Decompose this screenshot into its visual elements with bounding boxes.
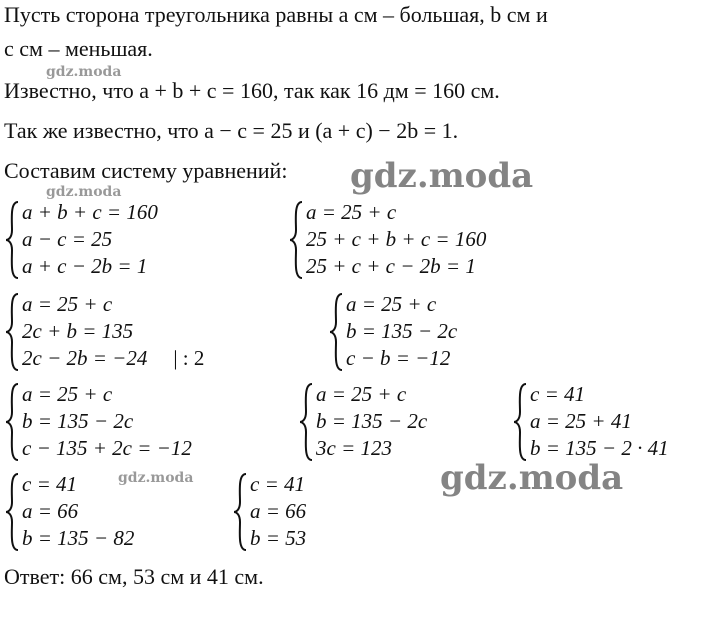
equation: c − 135 + 2c = −12	[22, 436, 192, 460]
equation: a = 25 + c	[346, 292, 437, 316]
brace-icon	[298, 382, 314, 462]
brace-icon	[4, 382, 20, 462]
watermark-logo: gdz.moda	[46, 64, 122, 80]
watermark-logo: gdz.moda	[118, 470, 194, 486]
equation-system-3	[4, 292, 204, 372]
equation: b = 53	[250, 526, 307, 550]
watermark-logo-large: gdz.moda	[350, 156, 534, 196]
equation: a + c − 2b = 1	[22, 254, 148, 278]
equation: b = 135 − 2 · 41	[530, 436, 669, 460]
brace-icon	[4, 200, 20, 280]
equation: a + b + c = 160	[22, 200, 158, 224]
watermark-logo-large: gdz.moda	[440, 458, 624, 498]
equation: a = 25 + c	[22, 382, 113, 406]
equation: a = 25 + c	[316, 382, 407, 406]
equation: 3c = 123	[316, 436, 392, 460]
equation: a − c = 25	[22, 227, 113, 251]
equation: 2c + b = 135	[22, 319, 134, 343]
equation: a = 25 + c	[306, 200, 397, 224]
divide-note: | : 2	[173, 346, 205, 370]
equation: b = 135 − 2c	[346, 319, 458, 343]
equation: a = 25 + 41	[530, 409, 632, 433]
brace-icon	[328, 292, 344, 372]
watermark-logo: gdz.moda	[46, 184, 122, 200]
equation-system-6	[298, 382, 427, 462]
equation-system-8	[4, 472, 134, 552]
equation: b = 135 − 82	[22, 526, 135, 550]
equation: c = 41	[22, 472, 77, 496]
equation-system-4	[328, 292, 457, 372]
equation-system-7	[512, 382, 669, 462]
equation: c = 41	[250, 472, 305, 496]
equation: 2c − 2b = −24 | : 2	[22, 346, 205, 370]
equation: a = 66	[22, 499, 79, 523]
text-line-1: Пусть сторона треугольника равны a см – большая, b см и	[4, 2, 548, 27]
text-line-4: Так же известно, что a − c = 25 и (a + c) − 2b = 1.	[4, 118, 459, 143]
brace-icon	[232, 472, 248, 552]
brace-icon	[512, 382, 528, 462]
brace-icon	[4, 472, 20, 552]
equation: 25 + c + b + c = 160	[306, 227, 487, 251]
equation: a = 25 + c	[22, 292, 113, 316]
equation-system-1	[4, 200, 158, 280]
equation: a = 66	[250, 499, 307, 523]
equation: c − b = −12	[346, 346, 451, 370]
equation-system-2	[288, 200, 486, 280]
text-line-2: c см – меньшая.	[4, 36, 153, 61]
text-line-3: Известно, что a + b + c = 160, так как 16 дм = 160 см.	[4, 78, 500, 103]
equation: 25 + c + c − 2b = 1	[306, 254, 476, 278]
text-line-5: Составим систему уравнений:	[4, 158, 288, 183]
equation-system-5	[4, 382, 192, 462]
equation: c = 41	[530, 382, 585, 406]
equation: b = 135 − 2c	[22, 409, 134, 433]
answer-text: Ответ: 66 см, 53 см и 41 см.	[4, 564, 264, 589]
brace-icon	[4, 292, 20, 372]
equation-system-9	[232, 472, 306, 552]
brace-icon	[288, 200, 304, 280]
equation: b = 135 − 2c	[316, 409, 428, 433]
